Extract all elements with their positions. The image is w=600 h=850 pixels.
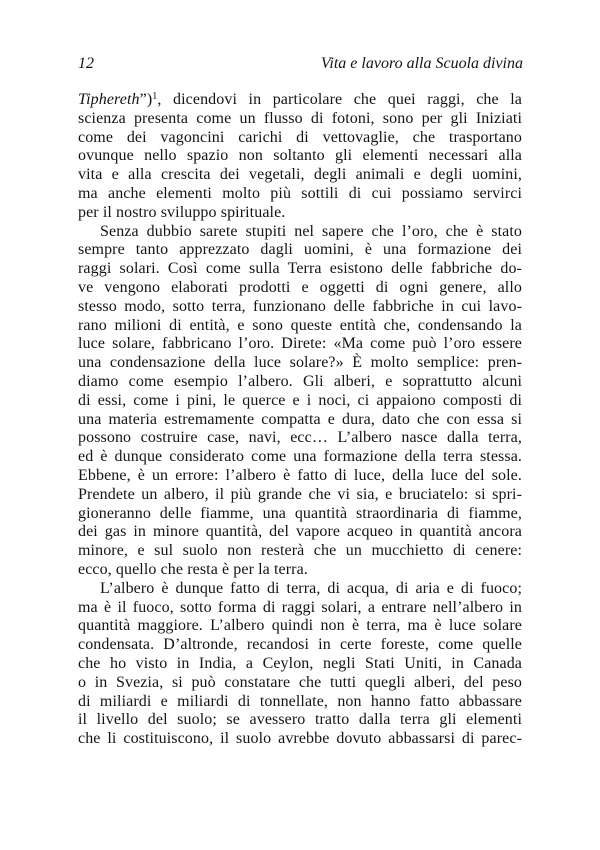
body-line: una materia estremamente compatta e dura, dato che con essa si bbox=[78, 410, 522, 428]
footnote-reference: 1 bbox=[152, 91, 158, 102]
body-line: come dei vagoncini carichi di vettovaglie, che trasportano bbox=[78, 128, 522, 146]
body-line: Prendete un albero, il più grande che vi sia, e bruciatelo: si spri- bbox=[78, 485, 522, 503]
body-line: luce solare, fabbricano l’oro. Direte: «Ma come può l’oro essere bbox=[78, 335, 522, 353]
body-line: ovunque nello spazio non soltanto gli elementi necessari alla bbox=[78, 147, 522, 165]
body-line: stesso modo, sotto terra, funzionano delle fabbriche in cui lavo- bbox=[78, 297, 522, 315]
page-body bbox=[78, 91, 522, 749]
body-line: quantità maggiore. L’albero quindi non è terra, ma è luce solare bbox=[78, 617, 522, 635]
body-line: di miliardi e miliardi di tonnellate, non hanno fatto abbassare bbox=[78, 692, 522, 710]
body-line: sempre tanto apprezzato dagli uomini, è una formazione dei bbox=[78, 241, 522, 259]
opening-quote-paren: ”) bbox=[139, 91, 153, 108]
body-line: che ho visto in India, a Ceylon, negli Stati Uniti, in Canada bbox=[78, 654, 522, 672]
body-line: ve vengono elaborati prodotti e oggetti di ogni genere, allo bbox=[78, 278, 522, 296]
body-line: rano milioni di entità, e sono queste entità che, condensando la bbox=[78, 316, 522, 334]
body-line: o in Svezia, si può constatare che tutti quegli alberi, del peso bbox=[78, 673, 522, 691]
body-line: scienza presenta come un flusso di fotoni, sono per gli Iniziati bbox=[78, 109, 522, 127]
page-number: 12 bbox=[78, 55, 94, 72]
body-line bbox=[78, 91, 522, 110]
body-line: per il nostro sviluppo spirituale. bbox=[78, 203, 286, 221]
opening-rest: , dicendovi in particolare che quei raggi, che la bbox=[157, 91, 522, 108]
body-line: che li costituiscono, il suolo avrebbe dovuto abbassarsi di parec- bbox=[78, 730, 522, 748]
body-line: ed è dunque considerato come una formazione della terra stessa. bbox=[78, 448, 522, 466]
body-line: L’albero è dunque fatto di terra, di acqua, di aria e di fuoco; bbox=[100, 579, 522, 597]
body-line: diamo come esempio l’albero. Gli alberi, e soprattutto alcuni bbox=[78, 372, 522, 390]
body-line: ma anche elementi molto più sottili di cui possiamo servirci bbox=[78, 184, 522, 202]
running-header-title: Vita e lavoro alla Scuola divina bbox=[320, 55, 523, 72]
body-line: vita e alla crescita dei vegetali, degli animali e degli uomini, bbox=[78, 166, 522, 184]
body-line: ecco, quello che resta è per la terra. bbox=[78, 560, 308, 578]
body-line: gioneranno delle fiamme, una quantità straordinaria di fiamme, bbox=[78, 504, 522, 522]
body-line: Senza dubbio sarete stupiti nel sapere che l’oro, che è stato bbox=[100, 222, 522, 240]
body-line: possono costruire case, navi, ecc… L’albero nasce dalla terra, bbox=[78, 429, 522, 447]
opening-italic-term: Tiphereth bbox=[78, 91, 140, 108]
body-line: condensata. D’altronde, recandosi in certe foreste, come quelle bbox=[78, 636, 522, 654]
body-line: Ebbene, è un errore: l’albero è fatto di luce, della luce del sole. bbox=[78, 466, 522, 484]
body-line: dei gas in minore quantità, del vapore acqueo in quantità ancora bbox=[78, 523, 522, 541]
body-line: minore, e sul suolo non resterà che un mucchietto di cenere: bbox=[78, 542, 522, 560]
running-header bbox=[78, 55, 523, 73]
body-line: raggi solari. Così come sulla Terra esistono delle fabbriche do- bbox=[78, 260, 522, 278]
body-line: una condensazione della luce solare?» È molto semplice: pren- bbox=[78, 354, 522, 372]
body-line: il livello del suolo; se avessero tratto dalla terra gli elementi bbox=[78, 711, 522, 729]
body-line: di essi, come i pini, le querce e i noci, ci appaiono composti di bbox=[78, 391, 522, 409]
body-line: ma è il fuoco, sotto forma di raggi solari, a entrare nell’albero in bbox=[78, 598, 522, 616]
